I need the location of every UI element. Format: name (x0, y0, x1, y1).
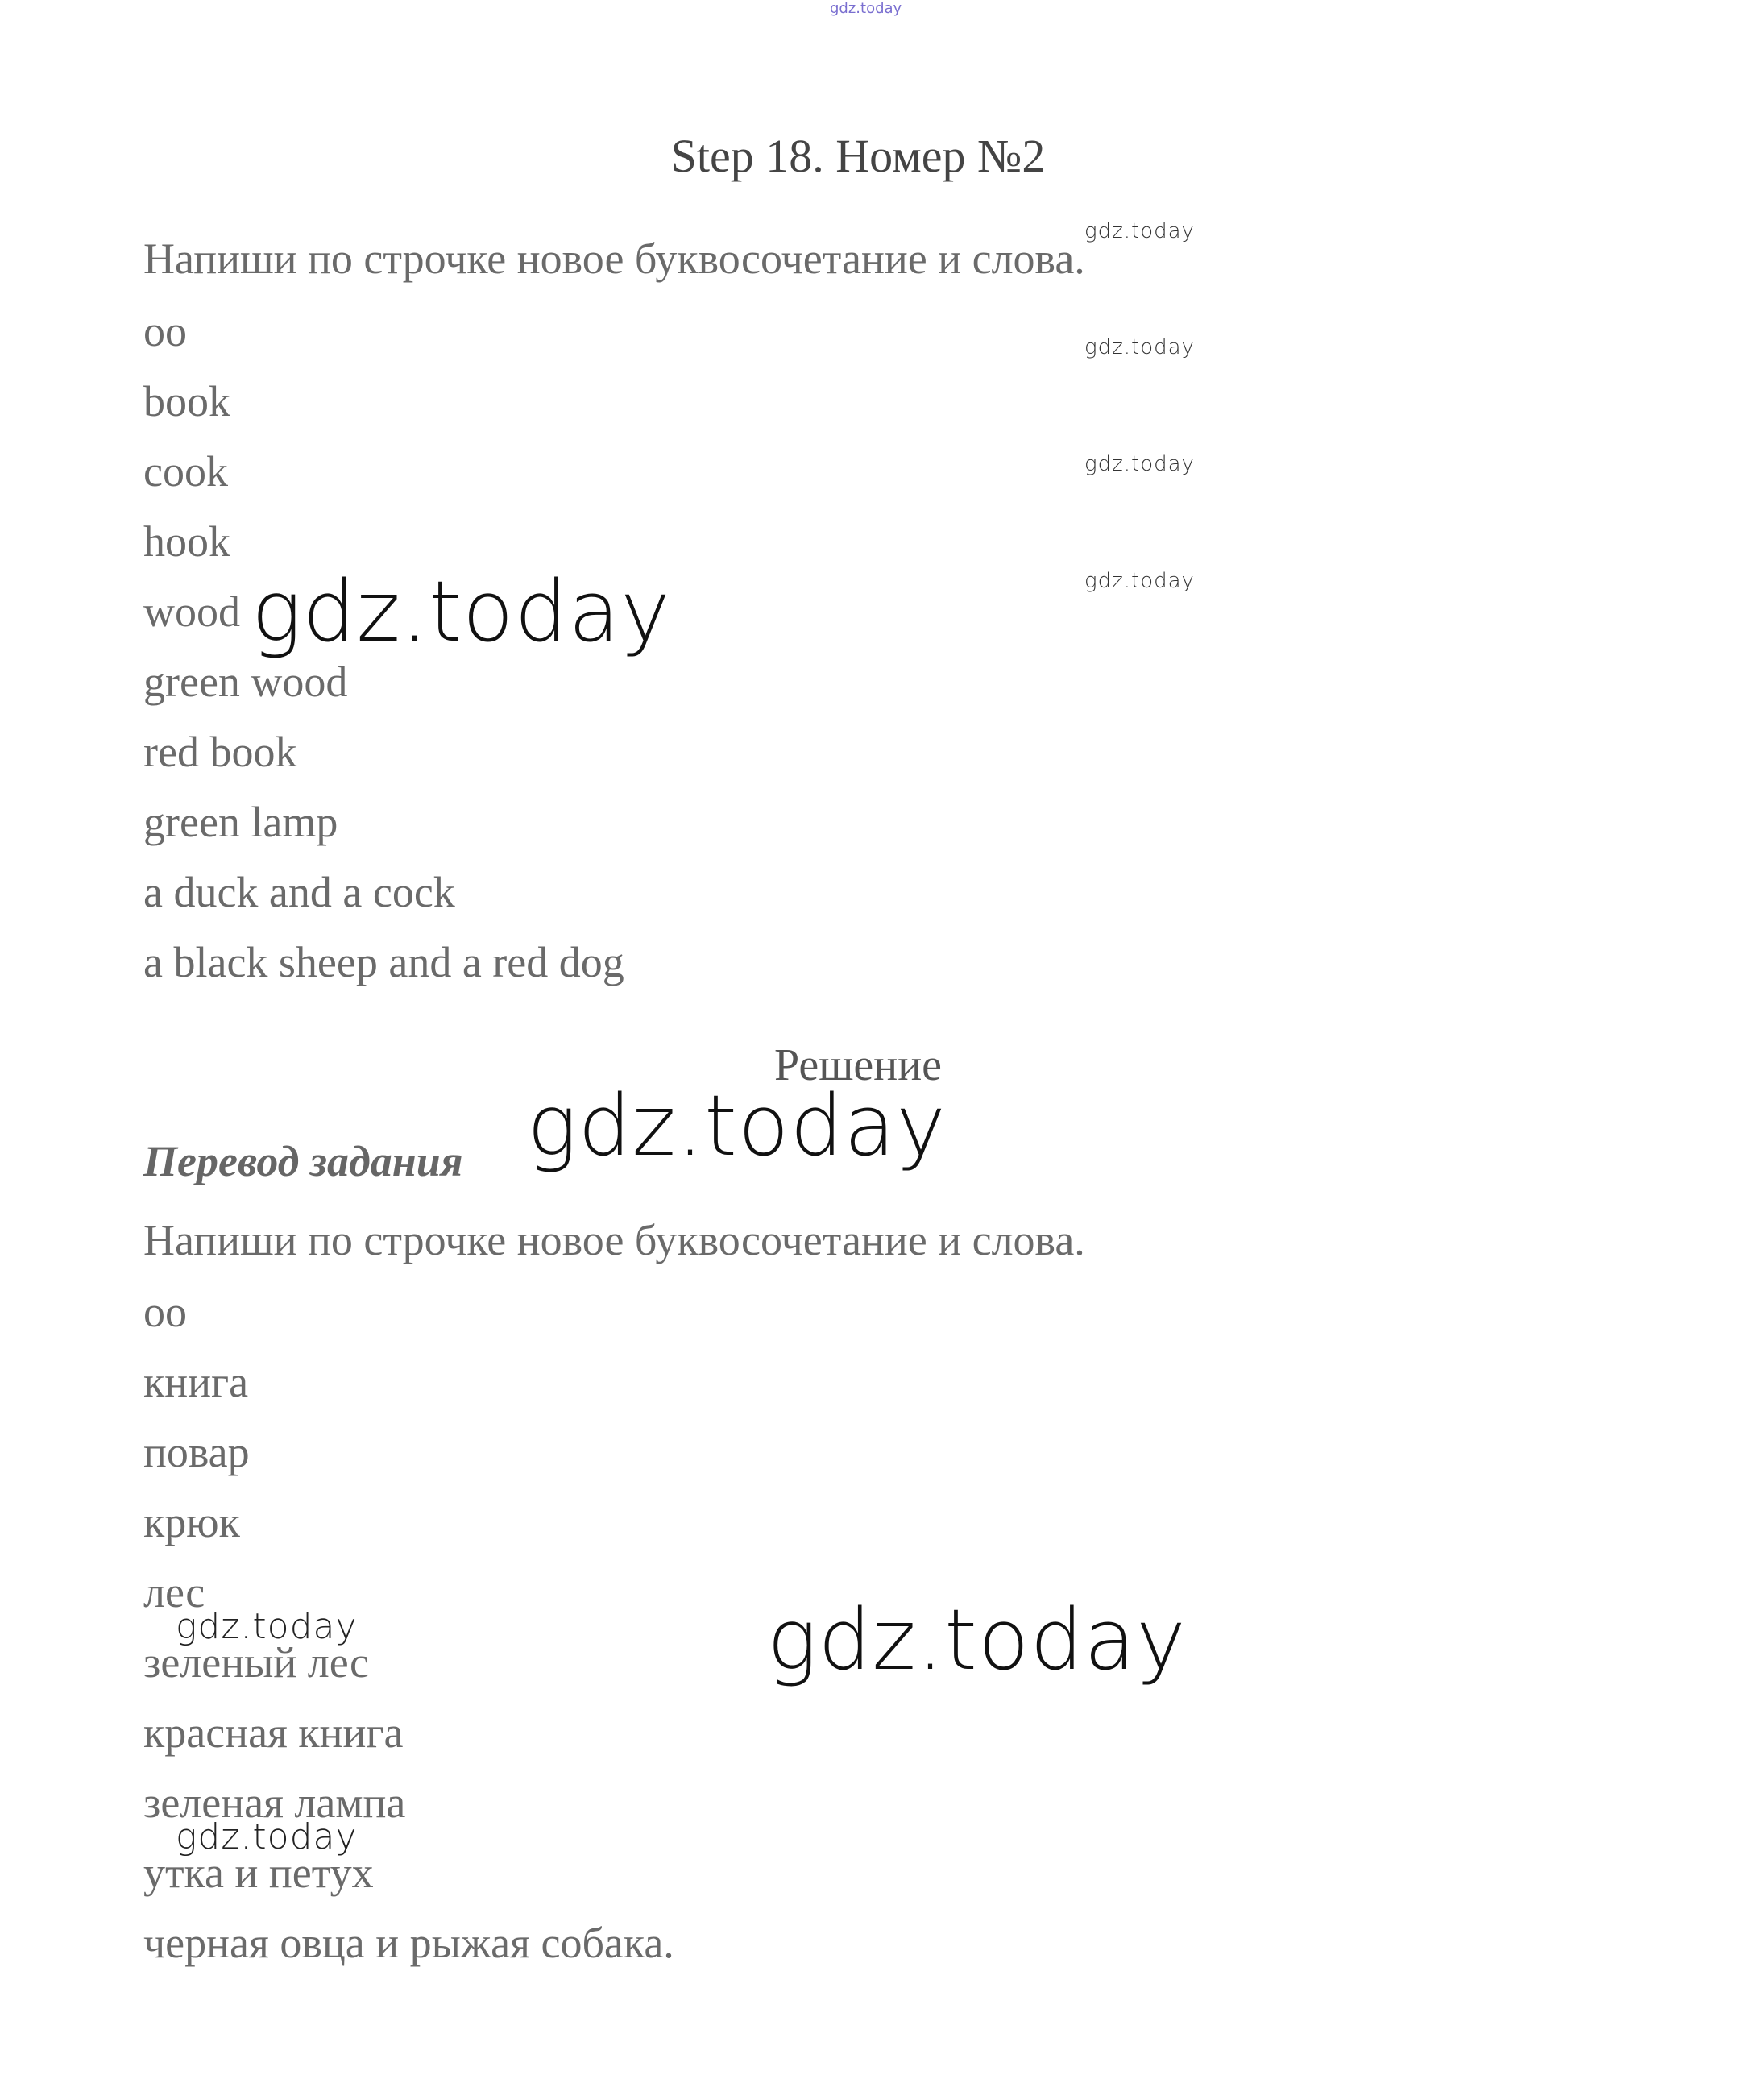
translation-subheading: Перевод задания (143, 1137, 463, 1185)
task-line: green wood (143, 658, 348, 706)
page-title: Step 18. Номер №2 (670, 130, 1046, 182)
task-line: red book (143, 728, 297, 776)
task-line: cook (143, 447, 228, 496)
task-line: wood (143, 587, 240, 636)
watermark: gdz.today (251, 562, 671, 661)
task-line: oo (143, 307, 187, 355)
solution-line: oo (143, 1288, 187, 1336)
task-line: book (143, 377, 230, 425)
watermark: gdz.today (1084, 219, 1195, 243)
watermark: gdz.today (767, 1591, 1187, 1689)
solution-line: крюк (143, 1498, 240, 1546)
top-watermark: gdz.today (830, 0, 902, 17)
task-line: green lamp (143, 798, 338, 846)
solution-line: лес (143, 1568, 205, 1617)
task-line: a duck and a cock (143, 868, 455, 916)
watermark: gdz.today (1084, 569, 1195, 593)
watermark: gdz.today (176, 1816, 358, 1857)
task-line: a black sheep and a red dog (143, 938, 624, 986)
task-line: hook (143, 517, 230, 566)
watermark: gdz.today (1084, 452, 1195, 476)
solution-instruction: Напиши по строчке новое буквосочетание и слова. (143, 1216, 1085, 1264)
solution-line: утка и петух (143, 1849, 374, 1897)
solution-line: красная книга (143, 1708, 404, 1757)
solution-line: повар (143, 1428, 250, 1476)
task-instruction: Напиши по строчке новое буквосочетание и слова. (143, 234, 1085, 283)
solution-line: зеленый лес (143, 1638, 370, 1687)
solution-heading: Решение (773, 1040, 943, 1090)
solution-line: черная овца и рыжая собака. (143, 1919, 674, 1967)
solution-line: книга (143, 1358, 249, 1406)
watermark: gdz.today (176, 1606, 358, 1647)
watermark: gdz.today (1084, 335, 1195, 359)
watermark: gdz.today (527, 1077, 947, 1175)
solution-line: зеленая лампа (143, 1778, 406, 1827)
